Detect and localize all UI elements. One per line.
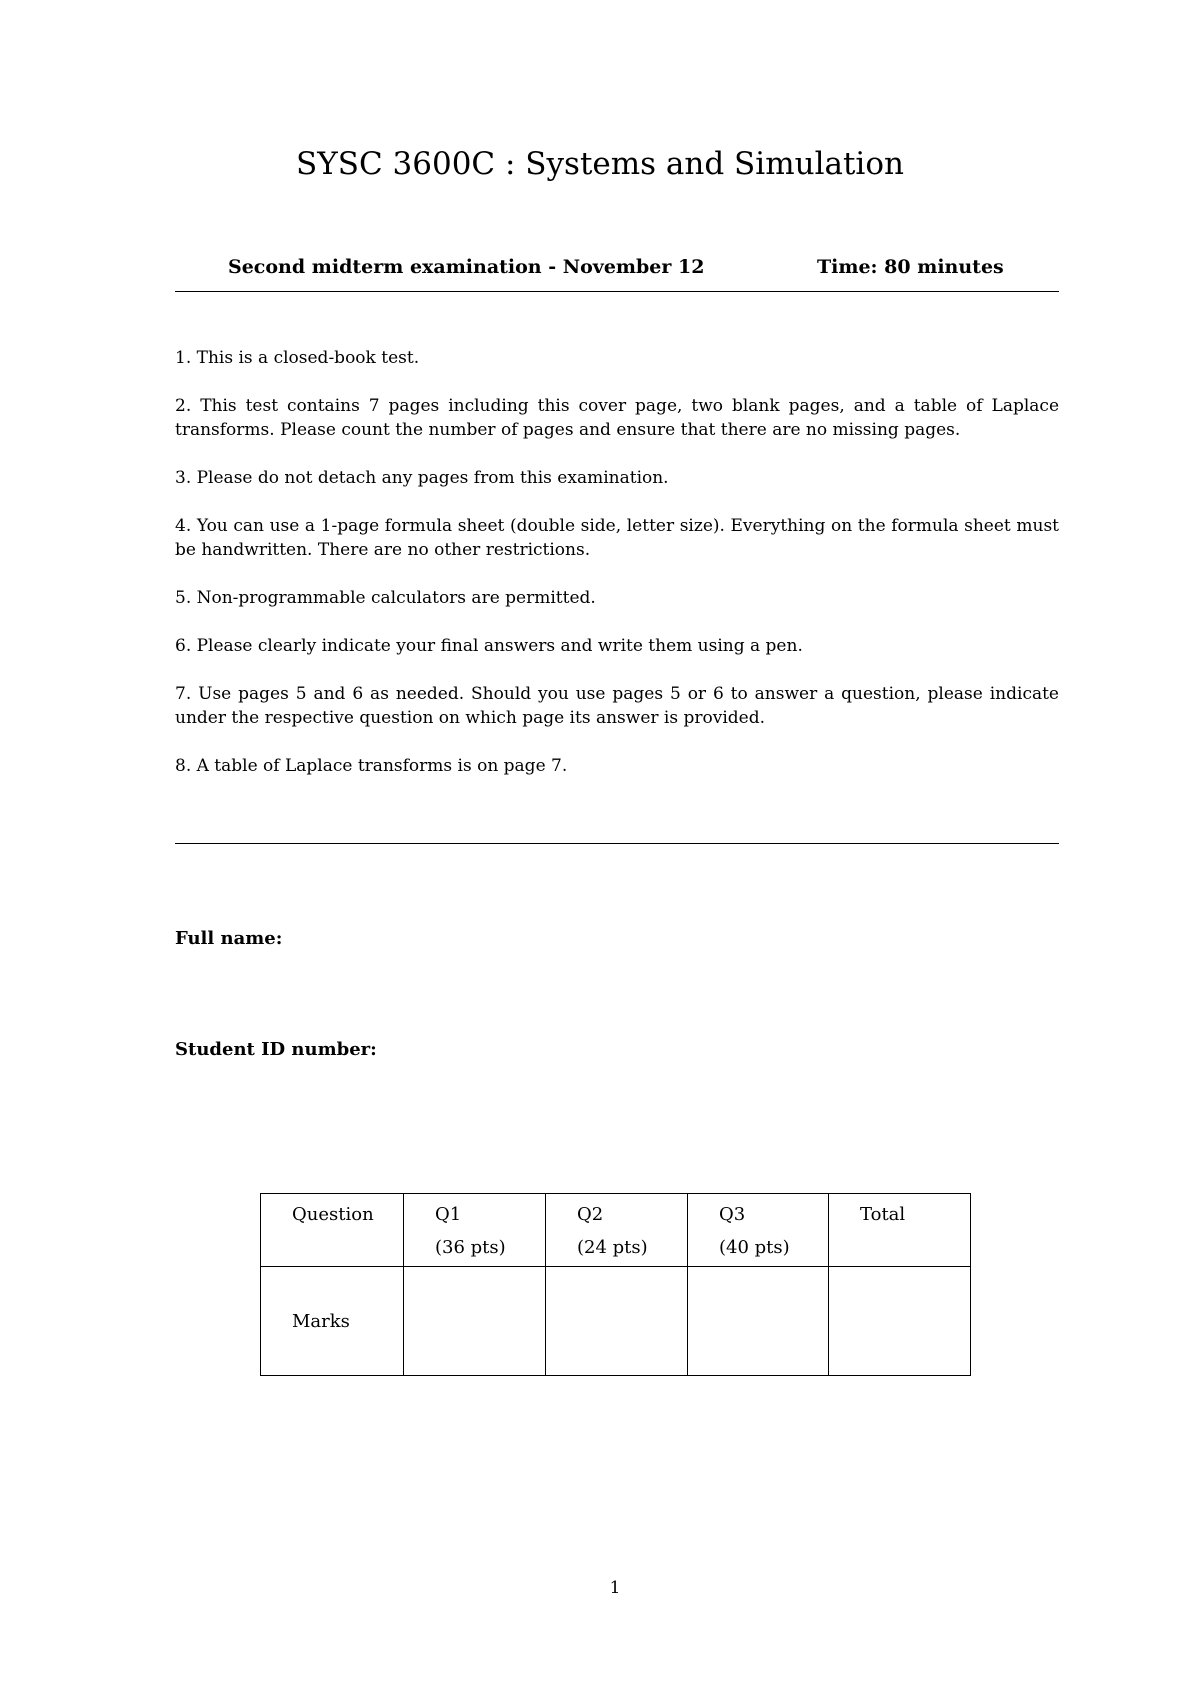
q1-header-cell — [404, 1194, 546, 1267]
instruction-item: 6. Please clearly indicate your final answers and write them using a pen. — [175, 636, 803, 656]
marks-table — [260, 1193, 971, 1376]
q3-label: Q3 — [719, 1204, 746, 1225]
q2-points: (24 pts) — [577, 1237, 648, 1258]
q2-marks-cell — [546, 1267, 688, 1376]
table-header-row — [261, 1194, 971, 1267]
instruction-item: 3. Please do not detach any pages from this examination. — [175, 468, 669, 488]
q3-marks-cell — [688, 1267, 829, 1376]
instruction-item: 1. This is a closed-book test. — [175, 348, 420, 368]
full-name-label: Full name: — [175, 928, 283, 949]
marks-row — [261, 1267, 971, 1376]
student-id-label: Student ID number: — [175, 1039, 377, 1060]
instruction-item: 7. Use pages 5 and 6 as needed. Should you use pages 5 or 6 to answer a question, please indicate under the respective question on which page its answer is provided. — [175, 684, 1059, 728]
question-header-cell: Question — [261, 1194, 404, 1267]
q3-header-cell — [688, 1194, 829, 1267]
page-title: SYSC 3600C : Systems and Simulation — [296, 146, 904, 182]
q1-marks-cell — [404, 1267, 546, 1376]
q1-points: (36 pts) — [435, 1237, 506, 1258]
exam-subheading: Second midterm examination - November 12 — [228, 256, 705, 278]
marks-label-cell: Marks — [261, 1267, 404, 1376]
instruction-item: 8. A table of Laplace transforms is on page 7. — [175, 756, 568, 776]
instructions-list — [175, 346, 1059, 802]
bottom-divider — [175, 843, 1059, 844]
q1-label: Q1 — [435, 1204, 462, 1225]
q2-label: Q2 — [577, 1204, 604, 1225]
instruction-item: 2. This test contains 7 pages including this cover page, two blank pages, and a table of Laplace transforms. Please count the number of pages and ensure that there are no missing pages. — [175, 396, 1059, 440]
total-header-cell: Total — [829, 1194, 971, 1267]
q3-points: (40 pts) — [719, 1237, 790, 1258]
instruction-item: 4. You can use a 1-page formula sheet (double side, letter size). Everything on the formula sheet must be handwritten. There are no other restrictions. — [175, 516, 1059, 560]
total-marks-cell — [829, 1267, 971, 1376]
q2-header-cell — [546, 1194, 688, 1267]
instruction-item: 5. Non-programmable calculators are permitted. — [175, 588, 596, 608]
top-divider — [175, 291, 1059, 292]
page-number: 1 — [609, 1578, 621, 1598]
exam-time: Time: 80 minutes — [817, 256, 1004, 278]
